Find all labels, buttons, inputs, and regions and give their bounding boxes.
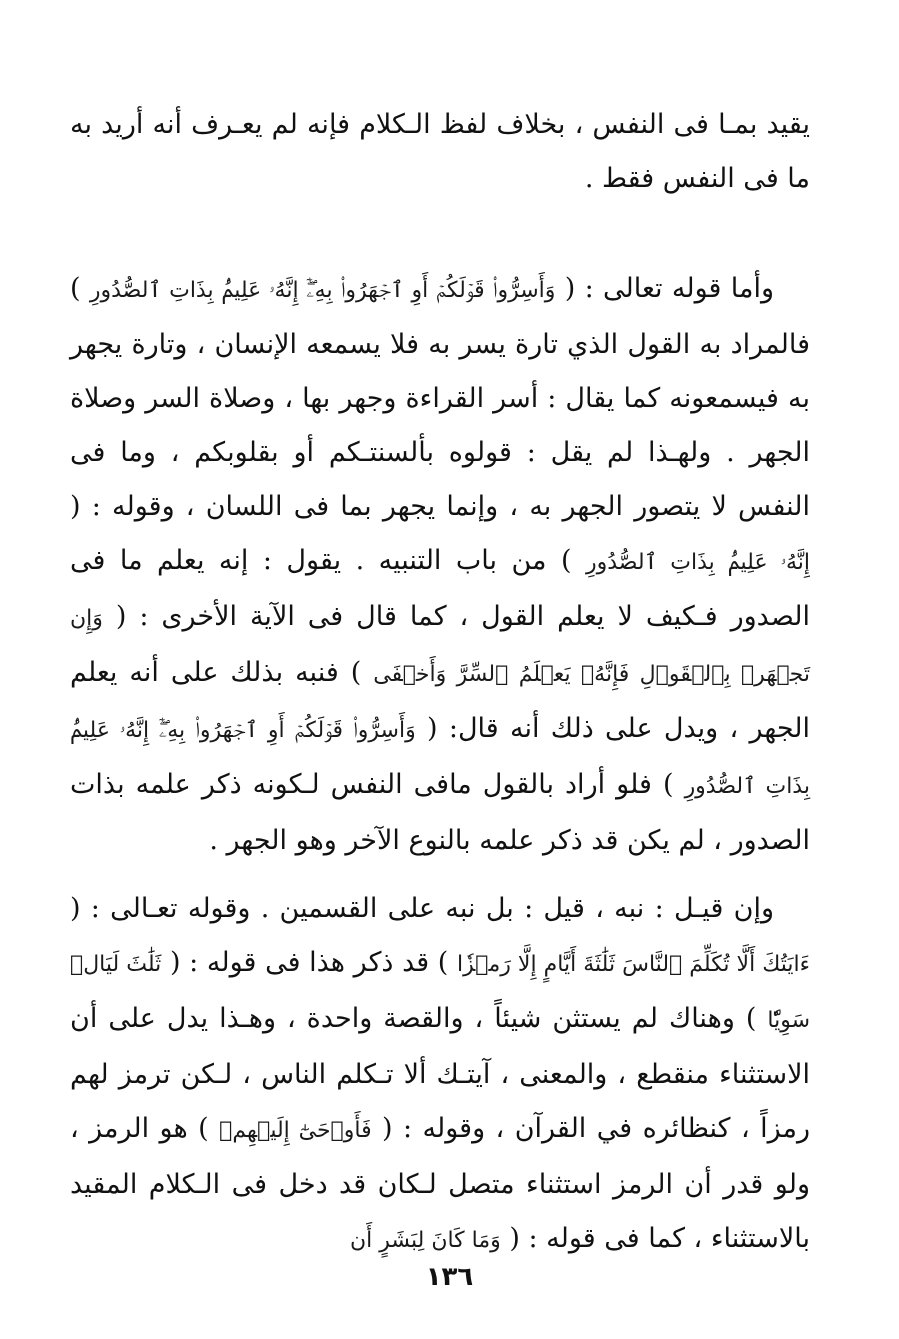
paragraph-3 [70, 882, 810, 1268]
quran-verse: فَأَوۡحَىٰٓ إِلَيۡهِمۡ [219, 1118, 372, 1143]
paragraph-1 [70, 98, 810, 206]
text-run: ) [70, 273, 81, 304]
quran-verse: وَمَا كَانَ لِبَشَرٍ أَن [349, 1228, 501, 1253]
text-run: ) هو الرمز ، ولو قدر أن الرمز استثناء متصل لـكان قد دخل فى الـكلام المقيد بالاستثناء ، كما فى قوله : ( [70, 1113, 810, 1254]
quran-verse: وَأَسِرُّوا۟ قَوۡلَكُمۡ أَوِ ٱجۡهَرُوا۟ بِهِۦٓۖ إِنَّهُۥ عَلِيمُۢ بِذَاتِ ٱلصُّدُورِ [89, 278, 556, 303]
paragraph-2 [70, 262, 810, 868]
text-run: فالمراد به القول الذي تارة يسر به فلا يسمعه الإنسان ، وتارة يجهر به فيسمعونه كما يقال : أسر القراءة وجهر بها ، وصلاة السر وصلاة الجهر . ولهـذا لم يقل : قولوه بألسنتـكم أو بقلوبكم ، وما فى النفس لا يتصور الجهر به ، وإنما يجهر بما فى اللسان ، وقوله : ( [70, 329, 810, 522]
paragraph-text [70, 262, 810, 868]
text-run: وأما قوله تعالى : ( [564, 273, 774, 304]
text-run: وإن قيـل : نبه ، قيل : بل نبه على القسمين . وقوله تعـالى : ( [70, 893, 774, 924]
text-run: ) وهناك لم يستثن شيئاً ، والقصة واحدة ، وهـذا يدل على أن الاستثناء منقطع ، والمعنى ، آيتـك ألا تـكلم الناس ، لـكن ترمز لهم رمزاً ، كنظائره في القرآن ، وقوله : ( [70, 1003, 810, 1144]
text-run: ) قد ذكر هذا فى قوله : ( [169, 947, 449, 978]
quran-verse: إِنَّهُۥ عَلِيمُۢ بِذَاتِ ٱلصُّدُورِ [585, 550, 810, 575]
paragraph-text: يقيد بمـا فى النفس ، بخلاف لفظ الـكلام فإنه لم يعـرف أنه أريد به ما فى النفس فقط . [70, 109, 810, 194]
paragraph-text [70, 882, 810, 1268]
text-run: ) فلو أراد بالقول مافى النفس لـكونه ذكر علمه بذات الصدور ، لم يكن قد ذكر علمه بالنوع الآخر وهو الجهر . [70, 769, 810, 856]
quran-verse: وَإِن تَجۡهَرۡ بِٱلۡقَوۡلِ فَإِنَّهُۥ يَعۡلَمُ ٱلسِّرَّ وَأَخۡفَى [70, 606, 810, 687]
text-run: ) من باب التنبيه . يقول : إنه يعلم ما فى الصدور فـكيف لا يعلم القول ، كما قال فى الآية الأخرى : ( [70, 545, 810, 632]
text-run: ) فنبه بذلك على أنه يعلم الجهر ، ويدل على ذلك أنه قال: ( [70, 657, 811, 744]
quran-verse: ءَايَتُكَ أَلَّا تُكَلِّمَ ٱلنَّاسَ ثَلَٰثَةَ أَيَّامٍ إِلَّا رَمۡزٗا [457, 952, 811, 977]
quran-verse: ثَلَٰثَ لَيَالٖ سَوِيّٗا [70, 952, 810, 1033]
page-number: ١٣٦ [425, 1262, 474, 1292]
quran-verse: وَأَسِرُّوا۟ قَوۡلَكُمۡ أَوِ ٱجۡهَرُوا۟ بِهِۦٓۖ إِنَّهُۥ عَلِيمُۢ بِذَاتِ ٱلصُّدُورِ [70, 718, 810, 799]
